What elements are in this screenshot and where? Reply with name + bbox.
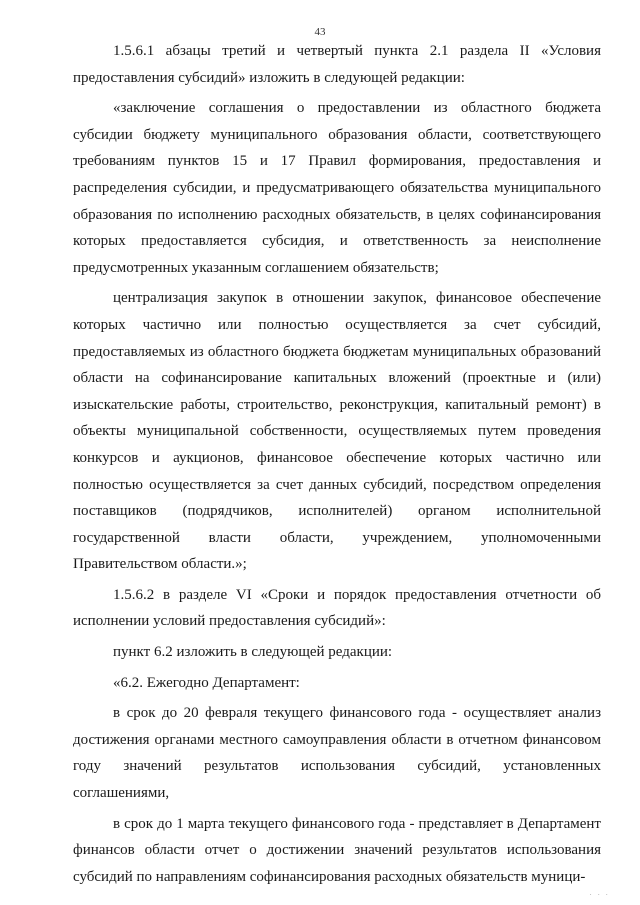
paragraph-1-5-6-2: 1.5.6.2 в разделе VI «Сроки и порядок предоставления отчетности об исполнении условий предоставления субсидий»: [73,586,601,630]
paragraph-1-5-6-1: 1.5.6.1 абзацы третий и четвертый пункта 2.1 раздела II «Условия предоставления субсидий» изложить в следующей редакции: [73,43,601,86]
paragraph-deadline-mar-1: в срок до 1 марта текущего финансового года - представляет в Департамент финансов области отчет о достижении значений результатов использования субсидий по направлениям софинансирования расходных обязательств муници- [73,815,601,885]
paragraph-agreement-condition: «заключение соглашения о предоставлении из областного бюджета субсидии бюджету муниципального образования области, соответствующего требованиям пунктов 15 и 17 Правил формирования, предоставления и распределения субсидии, и предусматривающего обязательства муниципального образования по исполнению расходных обязательств, в целях софинансирования которых предоставляется субсидия, и ответственность за неисполнение предусмотренных указанным соглашением обязательств; [73,100,601,276]
document-body [73,38,601,890]
paragraph-item-6-2-heading: «6.2. Ежегодно Департамент: [113,674,300,691]
paragraph-item-6-2-intro: пункт 6.2 изложить в следующей редакции: [113,644,393,661]
paragraph-deadline-feb-20: в срок до 20 февраля текущего финансового года - осуществляет анализ достижения органами местного самоуправления области в отчетном финансовом году значений результатов использования субсидий, установленных соглашениями, [73,705,601,802]
page-number: 43 [314,26,326,38]
scan-edge-mark: · · · [589,891,610,899]
paragraph-procurement-centralization: централизация закупок в отношении закупок, финансовое обеспечение которых частично или полностью осуществляется за счет субсидий, предоставляемых из областного бюджета бюджетам муниципальных образований области на софинансирование капитальных вложений (проектные и (или) изыскательские работы, строительство, реконструкция, капитальный ремонт) в объекты муниципальной собственности, осуществляемых путем проведения конкурсов и аукционов, финансовое обеспечение которых частично или полностью осуществляется за счет данных субсидий, посредством определения поставщиков (подрядчиков, исполнителей) органом исполнительной государственной власти области, учреждением, уполномоченными Правительством области.»; [73,290,601,573]
